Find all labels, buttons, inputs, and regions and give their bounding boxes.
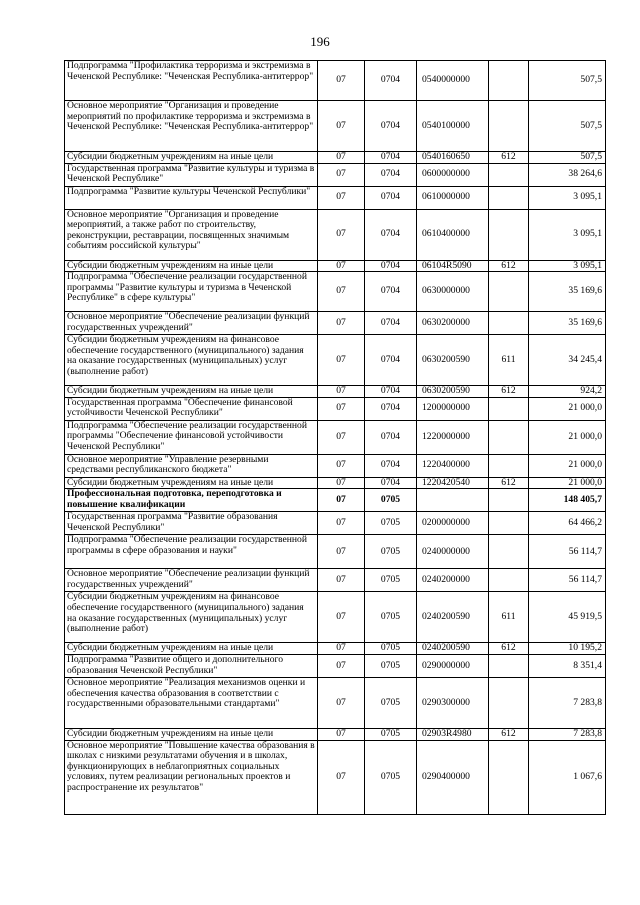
- cell-section: 07: [318, 420, 365, 454]
- cell-expense-type: 612: [489, 260, 529, 272]
- cell-expense-type: 611: [489, 335, 529, 386]
- cell-expense-type: [489, 740, 529, 814]
- cell-expense-type: [489, 677, 529, 728]
- cell-amount: 7 283,8: [529, 677, 606, 728]
- cell-target-article: 0630000000: [417, 272, 489, 312]
- cell-expense-type: 612: [489, 728, 529, 740]
- cell-section: 07: [318, 397, 365, 420]
- cell-name: Субсидии бюджетным учреждениям на иные цели: [65, 728, 318, 740]
- table-row: [65, 260, 606, 272]
- cell-subsection: 0704: [365, 335, 417, 386]
- cell-target-article: 0290400000: [417, 740, 489, 814]
- table-row: [65, 569, 606, 592]
- cell-amount: 10 195,2: [529, 643, 606, 655]
- cell-amount: 45 919,5: [529, 592, 606, 643]
- table-row: [65, 101, 606, 152]
- table-row: [65, 512, 606, 535]
- table-row: [65, 535, 606, 569]
- table-row: [65, 386, 606, 398]
- cell-target-article: 0610000000: [417, 186, 489, 209]
- table-row: [65, 335, 606, 386]
- cell-amount: 8 351,4: [529, 654, 606, 677]
- cell-section: 07: [318, 152, 365, 164]
- cell-subsection: 0704: [365, 61, 417, 101]
- cell-section: 07: [318, 454, 365, 477]
- cell-amount: 7 283,8: [529, 728, 606, 740]
- cell-name: Субсидии бюджетным учреждениям на иные цели: [65, 477, 318, 489]
- cell-amount: 21 000,0: [529, 454, 606, 477]
- cell-expense-type: 612: [489, 477, 529, 489]
- cell-section: 07: [318, 209, 365, 260]
- table-row: [65, 163, 606, 186]
- cell-subsection: 0705: [365, 728, 417, 740]
- budget-table: [64, 60, 606, 815]
- cell-subsection: 0705: [365, 569, 417, 592]
- cell-amount: 507,5: [529, 152, 606, 164]
- cell-name: Основное мероприятие "Организация и проведение мероприятий, а также работ по строительству, реконструкции, реставрации, посвященных значимым событиям российской культуры": [65, 209, 318, 260]
- table-row: [65, 592, 606, 643]
- cell-name: Подпрограмма "Обеспечение реализации государственной программы в сфере образования и науки": [65, 535, 318, 569]
- cell-target-article: 0240000000: [417, 535, 489, 569]
- cell-name: Государственная программа "Обеспечение финансовой устойчивости Чеченской Республики": [65, 397, 318, 420]
- cell-name: Подпрограмма "Обеспечение реализации государственной программы "Обеспечение финансовой устойчивости Чеченской Республики": [65, 420, 318, 454]
- cell-amount: 507,5: [529, 101, 606, 152]
- cell-subsection: 0705: [365, 654, 417, 677]
- cell-target-article: 0240200590: [417, 643, 489, 655]
- table-row: [65, 186, 606, 209]
- cell-section: 07: [318, 61, 365, 101]
- cell-amount: 35 169,6: [529, 272, 606, 312]
- cell-amount: 3 095,1: [529, 260, 606, 272]
- cell-target-article: 0630200590: [417, 386, 489, 398]
- table-row: [65, 643, 606, 655]
- cell-expense-type: [489, 535, 529, 569]
- cell-amount: 148 405,7: [529, 489, 606, 512]
- cell-expense-type: [489, 512, 529, 535]
- cell-target-article: 0540100000: [417, 101, 489, 152]
- cell-expense-type: [489, 272, 529, 312]
- cell-target-article: 0540160650: [417, 152, 489, 164]
- table-row: [65, 209, 606, 260]
- cell-subsection: 0705: [365, 512, 417, 535]
- cell-expense-type: [489, 397, 529, 420]
- cell-subsection: 0705: [365, 677, 417, 728]
- cell-target-article: 1220400000: [417, 454, 489, 477]
- cell-target-article: 0200000000: [417, 512, 489, 535]
- table-row: [65, 654, 606, 677]
- cell-subsection: 0704: [365, 397, 417, 420]
- cell-target-article: 0630200590: [417, 335, 489, 386]
- cell-name: Субсидии бюджетным учреждениям на иные цели: [65, 260, 318, 272]
- cell-amount: 38 264,6: [529, 163, 606, 186]
- cell-name: Подпрограмма "Профилактика терроризма и экстремизма в Чеченской Республике: "Чеченская Республика-антитеррор": [65, 61, 318, 101]
- cell-subsection: 0705: [365, 740, 417, 814]
- cell-section: 07: [318, 569, 365, 592]
- cell-expense-type: [489, 312, 529, 335]
- cell-name: Профессиональная подготовка, переподготовка и повышение квалификации: [65, 489, 318, 512]
- cell-target-article: 02903R4980: [417, 728, 489, 740]
- table-row: [65, 152, 606, 164]
- cell-name: Субсидии бюджетным учреждениям на финансовое обеспечение государственного (муниципального) задания на оказание государственных (муниципальных) услуг (выполнение работ): [65, 592, 318, 643]
- cell-amount: 35 169,6: [529, 312, 606, 335]
- cell-amount: 56 114,7: [529, 535, 606, 569]
- cell-name: Субсидии бюджетным учреждениям на иные цели: [65, 386, 318, 398]
- cell-section: 07: [318, 101, 365, 152]
- cell-target-article: 0240200590: [417, 592, 489, 643]
- cell-section: 07: [318, 335, 365, 386]
- cell-amount: 64 466,2: [529, 512, 606, 535]
- cell-target-article: 1220420540: [417, 477, 489, 489]
- cell-section: 07: [318, 592, 365, 643]
- cell-target-article: 0240200000: [417, 569, 489, 592]
- cell-subsection: 0704: [365, 260, 417, 272]
- cell-section: 07: [318, 728, 365, 740]
- table-row: [65, 728, 606, 740]
- cell-expense-type: [489, 163, 529, 186]
- table-row: [65, 477, 606, 489]
- cell-amount: 21 000,0: [529, 477, 606, 489]
- cell-name: Государственная программа "Развитие образования Чеченской Республики": [65, 512, 318, 535]
- table-body: [65, 61, 606, 815]
- cell-name: Основное мероприятие "Реализация механизмов оценки и обеспечения качества образования в соответствии с государственными образовательными стандартами": [65, 677, 318, 728]
- table-row: [65, 740, 606, 814]
- table-row: [65, 677, 606, 728]
- cell-subsection: 0705: [365, 535, 417, 569]
- cell-expense-type: 612: [489, 386, 529, 398]
- cell-subsection: 0704: [365, 312, 417, 335]
- cell-amount: 3 095,1: [529, 209, 606, 260]
- cell-subsection: 0705: [365, 489, 417, 512]
- cell-target-article: 06104R5090: [417, 260, 489, 272]
- cell-name: Основное мероприятие "Управление резервными средствами республиканского бюджета": [65, 454, 318, 477]
- cell-section: 07: [318, 740, 365, 814]
- cell-subsection: 0705: [365, 643, 417, 655]
- cell-target-article: 0290300000: [417, 677, 489, 728]
- table-row: [65, 312, 606, 335]
- cell-expense-type: 611: [489, 592, 529, 643]
- cell-subsection: 0704: [365, 163, 417, 186]
- table-row: [65, 489, 606, 512]
- cell-amount: 56 114,7: [529, 569, 606, 592]
- cell-section: 07: [318, 512, 365, 535]
- cell-target-article: [417, 489, 489, 512]
- cell-amount: 21 000,0: [529, 397, 606, 420]
- cell-expense-type: [489, 654, 529, 677]
- cell-amount: 3 095,1: [529, 186, 606, 209]
- cell-expense-type: [489, 186, 529, 209]
- cell-amount: 924,2: [529, 386, 606, 398]
- cell-subsection: 0704: [365, 454, 417, 477]
- cell-name: Подпрограмма "Развитие культуры Чеченской Республики": [65, 186, 318, 209]
- cell-expense-type: [489, 569, 529, 592]
- page-number: 196: [310, 34, 330, 49]
- cell-amount: 1 067,6: [529, 740, 606, 814]
- cell-target-article: 1200000000: [417, 397, 489, 420]
- cell-section: 07: [318, 186, 365, 209]
- cell-expense-type: [489, 420, 529, 454]
- cell-section: 07: [318, 677, 365, 728]
- cell-section: 07: [318, 489, 365, 512]
- cell-target-article: 0610400000: [417, 209, 489, 260]
- table-row: [65, 61, 606, 101]
- cell-name: Государственная программа "Развитие культуры и туризма в Чеченской Республике": [65, 163, 318, 186]
- cell-target-article: 0630200000: [417, 312, 489, 335]
- cell-section: 07: [318, 312, 365, 335]
- cell-target-article: 0600000000: [417, 163, 489, 186]
- cell-section: 07: [318, 535, 365, 569]
- cell-amount: 34 245,4: [529, 335, 606, 386]
- cell-section: 07: [318, 654, 365, 677]
- cell-section: 07: [318, 272, 365, 312]
- cell-name: Основное мероприятие "Обеспечение реализации функций государственных учреждений": [65, 569, 318, 592]
- cell-section: 07: [318, 163, 365, 186]
- table-row: [65, 272, 606, 312]
- cell-expense-type: [489, 454, 529, 477]
- cell-amount: 507,5: [529, 61, 606, 101]
- cell-name: Подпрограмма "Обеспечение реализации государственной программы "Развитие культуры и туризма в Чеченской Республике" в сфере культуры": [65, 272, 318, 312]
- cell-name: Субсидии бюджетным учреждениям на иные цели: [65, 152, 318, 164]
- cell-section: 07: [318, 643, 365, 655]
- cell-target-article: 0540000000: [417, 61, 489, 101]
- table-row: [65, 397, 606, 420]
- cell-expense-type: [489, 489, 529, 512]
- cell-section: 07: [318, 386, 365, 398]
- cell-section: 07: [318, 477, 365, 489]
- table-row: [65, 454, 606, 477]
- cell-expense-type: [489, 61, 529, 101]
- cell-expense-type: 612: [489, 152, 529, 164]
- cell-name: Основное мероприятие "Повышение качества образования в школах с низкими результатами обучения и в школах, функционирующих в неблагоприятных социальных условиях, путем реализации региональных проектов и распространение их результатов": [65, 740, 318, 814]
- cell-subsection: 0704: [365, 386, 417, 398]
- cell-subsection: 0704: [365, 272, 417, 312]
- cell-name: Субсидии бюджетным учреждениям на финансовое обеспечение государственного (муниципального) задания на оказание государственных (муниципальных) услуг (выполнение работ): [65, 335, 318, 386]
- cell-expense-type: [489, 101, 529, 152]
- cell-subsection: 0704: [365, 186, 417, 209]
- cell-subsection: 0704: [365, 420, 417, 454]
- cell-name: Основное мероприятие "Организация и проведение мероприятий по профилактике терроризма и экстремизма в Чеченской Республике: "Чеченская Республика-антитеррор": [65, 101, 318, 152]
- cell-name: Субсидии бюджетным учреждениям на иные цели: [65, 643, 318, 655]
- cell-target-article: 0290000000: [417, 654, 489, 677]
- cell-expense-type: [489, 209, 529, 260]
- cell-target-article: 1220000000: [417, 420, 489, 454]
- cell-section: 07: [318, 260, 365, 272]
- cell-subsection: 0705: [365, 592, 417, 643]
- cell-subsection: 0704: [365, 101, 417, 152]
- cell-subsection: 0704: [365, 477, 417, 489]
- cell-name: Подпрограмма "Развитие общего и дополнительного образования Чеченской Республики": [65, 654, 318, 677]
- cell-subsection: 0704: [365, 152, 417, 164]
- table-row: [65, 420, 606, 454]
- cell-subsection: 0704: [365, 209, 417, 260]
- cell-name: Основное мероприятие "Обеспечение реализации функций государственных учреждений": [65, 312, 318, 335]
- cell-amount: 21 000,0: [529, 420, 606, 454]
- cell-expense-type: 612: [489, 643, 529, 655]
